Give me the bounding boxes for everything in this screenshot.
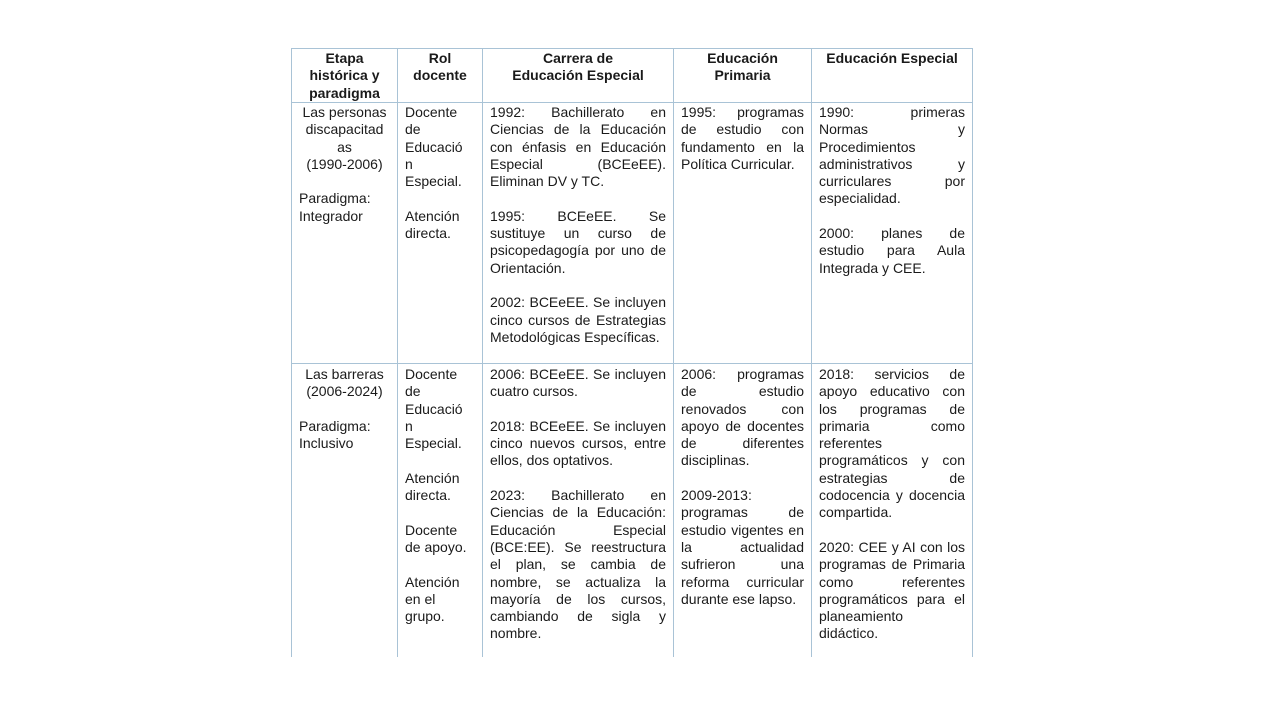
header-rol: Rol docente xyxy=(398,49,483,103)
cell-rol xyxy=(398,364,483,658)
cell-primaria xyxy=(674,364,812,658)
rol-item: Docente de Educació n Especial. xyxy=(405,104,463,190)
especial-item: 2018: servicios de apoyo educativo con los programas de primaria como referentes programáticos y con estrategias de codocencia y docencia compartida. xyxy=(819,366,965,521)
cell-primaria xyxy=(674,103,812,364)
rol-item: Atención en el grupo. xyxy=(405,573,460,625)
table-row xyxy=(292,103,973,364)
rol-item: Atención directa. xyxy=(405,207,460,242)
cell-etapa xyxy=(292,364,398,658)
rol-item: Atención directa. xyxy=(405,469,460,504)
primaria-item: 2009-2013: programas de estudio vigentes en la actualidad sufrieron una reforma curricular durante ese lapso. xyxy=(681,487,804,607)
carrera-item: 2018: BCEeEE. Se incluyen cinco nuevos cursos, entre ellos, dos optativos. xyxy=(490,417,666,469)
header-primaria: Educación Primaria xyxy=(674,49,812,103)
cell-carrera xyxy=(483,364,674,658)
header-carrera: Carrera de Educación Especial xyxy=(483,49,674,103)
carrera-item: 1992: Bachillerato en Ciencias de la Educación con énfasis en Educación Especial (BCEeEE). Eliminan DV y TC. xyxy=(490,104,666,190)
cell-especial xyxy=(812,364,973,658)
especial-item: 1990: primeras Normas y Procedimientos administrativos y curriculares por especialidad. xyxy=(819,104,965,207)
etapa-paradigm: Paradigma: Integrador xyxy=(299,190,371,224)
cell-especial xyxy=(812,103,973,364)
especial-item: 2000: planes de estudio para Aula Integrada y CEE. xyxy=(819,225,965,276)
history-table xyxy=(291,48,973,657)
primaria-item: 1995: programas de estudio con fundamento en la Política Curricular. xyxy=(681,104,804,172)
header-especial: Educación Especial xyxy=(812,49,973,103)
cell-etapa xyxy=(292,103,398,364)
etapa-paradigm: Paradigma: Inclusivo xyxy=(299,417,371,452)
cell-carrera xyxy=(483,103,674,364)
rol-item: Docente de apoyo. xyxy=(405,521,467,555)
carrera-item: 2023: Bachillerato en Ciencias de la Educación: Educación Especial (BCE:EE). Se reestructura el plan, se cambia de nombre, se actualiza la mayoría de los cursos, cambiando de sigla y nombre. xyxy=(490,487,666,642)
primaria-item: 2006: programas de estudio renovados con apoyo de docentes de diferentes disciplinas. xyxy=(681,366,804,469)
table-row xyxy=(292,364,973,658)
header-etapa: Etapa histórica y paradigma xyxy=(292,49,398,103)
carrera-item: 2002: BCEeEE. Se incluyen cinco cursos de Estrategias Metodológicas Específicas. xyxy=(490,294,666,345)
cell-rol xyxy=(398,103,483,364)
header-row xyxy=(292,49,973,103)
rol-item: Docente de Educació n Especial. xyxy=(405,366,463,452)
carrera-item: 1995: BCEeEE. Se sustituye un curso de psicopedagogía por uno de Orientación. xyxy=(490,207,666,276)
etapa-title: Las barreras (2006-2024) xyxy=(305,366,384,400)
carrera-item: 2006: BCEeEE. Se incluyen cuatro cursos. xyxy=(490,366,666,400)
especial-item: 2020: CEE y AI con los programas de Primaria como referentes programáticos para el planeamiento didáctico. xyxy=(819,538,965,642)
etapa-title: Las personas discapacitad as (1990-2006) xyxy=(302,104,387,172)
